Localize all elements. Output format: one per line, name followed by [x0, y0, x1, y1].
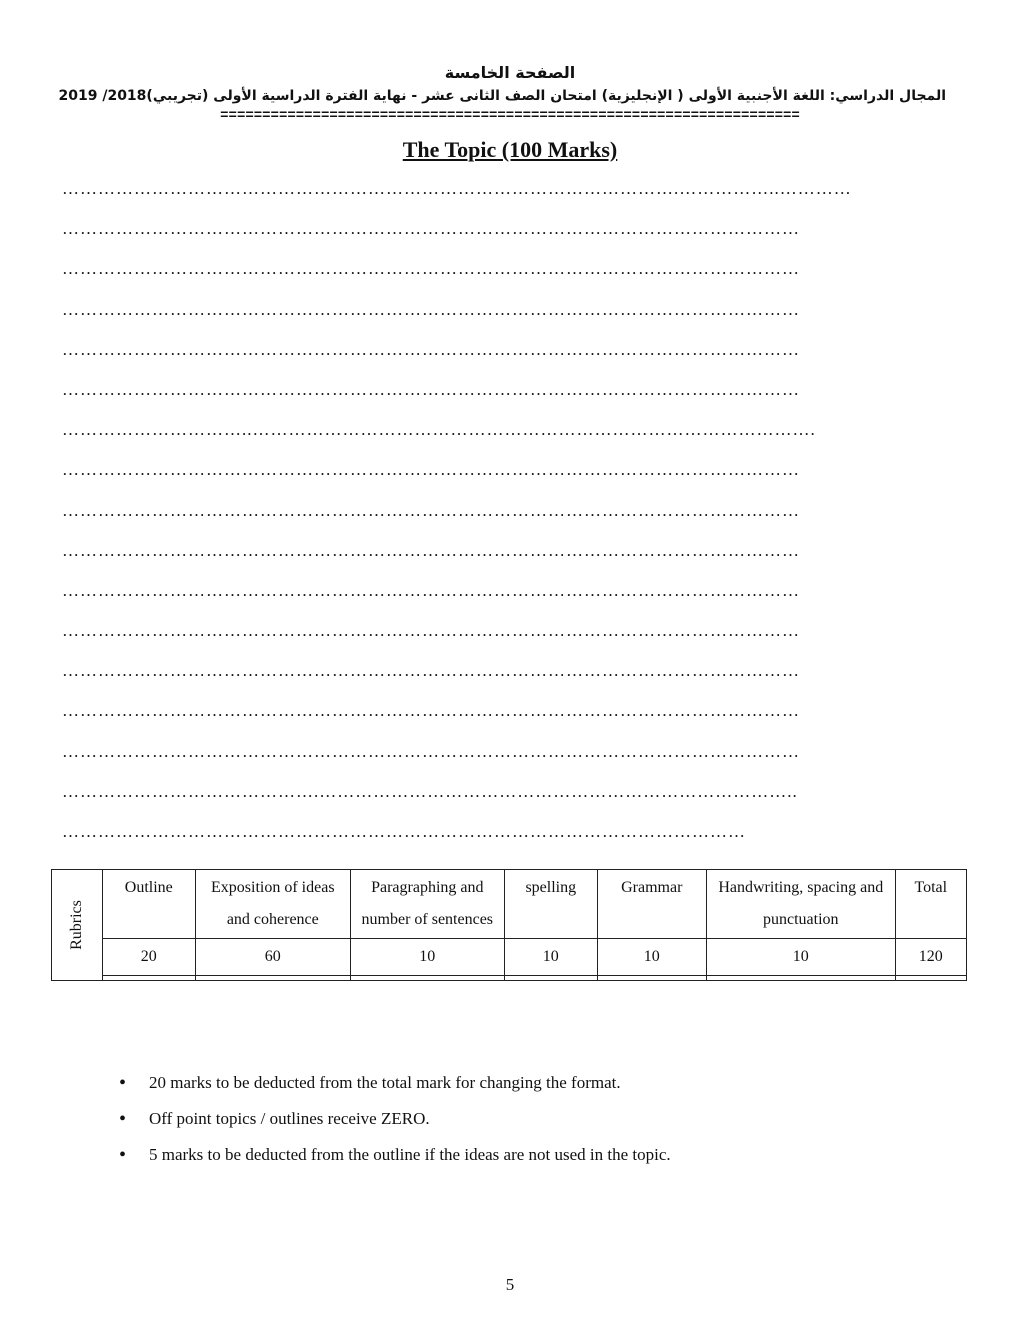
- marking-notes: [116, 1065, 671, 1173]
- writing-line[interactable]: …………………………………….……………………………………………………………………..: [62, 781, 798, 801]
- writing-line[interactable]: ……………………………………………………………………………………………………: [62, 822, 746, 841]
- rubric-header-grammar: Grammar: [597, 870, 706, 939]
- page-header: [60, 62, 960, 125]
- writing-line[interactable]: ……………………………………………………………………………………………………………: [62, 299, 800, 319]
- rubric-header-outline: Outline: [102, 870, 195, 939]
- page-number: 5: [505, 1275, 515, 1294]
- rubrics-label: Rubrics: [67, 900, 85, 950]
- exam-subtitle-arabic: المجال الدراسي: اللغة الأجنبية الأولى ( الإنجليزية) امتحان الصف الثانى عشر - نهاية الفترة الدراسية الأولى (تجريبي)2018/ 2019: [58, 88, 946, 104]
- rubric-header-exposition: Exposition of ideas and coherence: [195, 870, 350, 939]
- writing-line[interactable]: ………………………………………………………………………………………….……………..…………: [62, 179, 852, 198]
- rubric-header-spelling: spelling: [504, 870, 597, 939]
- rubrics-label-cell: [52, 870, 103, 981]
- writing-area[interactable]: [62, 179, 962, 862]
- writing-line[interactable]: …………………………..………………………………………………………………………………….: [62, 420, 816, 440]
- writing-line[interactable]: ……………………………………………………………………………………………………………: [62, 540, 800, 560]
- writing-line[interactable]: ……………………………………………………………………………………………………………: [62, 259, 800, 279]
- writing-line[interactable]: ……………………………………………………………………………………………………………: [62, 701, 800, 721]
- rubric-mark-exposition: 60: [195, 939, 350, 976]
- score-cell-paragraphing[interactable]: [350, 976, 504, 981]
- rubric-header-paragraphing: Paragraphing and number of sentences: [350, 870, 504, 939]
- writing-line[interactable]: ……………………………………………………………………………………………………………: [62, 460, 800, 480]
- note-item: • 5 marks to be deducted from the outline if the ideas are not used in the topic.: [116, 1137, 671, 1173]
- score-cell-handwriting[interactable]: [706, 976, 895, 981]
- writing-line[interactable]: ……………………………………………………………………………………………………………: [62, 661, 800, 681]
- writing-line[interactable]: ……………………………………………………………………………………………………………: [62, 379, 800, 399]
- rubric-mark-total: 120: [895, 939, 966, 976]
- writing-line[interactable]: ……………………………………………………………………………………………………………: [62, 339, 800, 359]
- score-cell-outline[interactable]: [102, 976, 195, 981]
- rubric-header-total: Total: [895, 870, 966, 939]
- writing-line[interactable]: ……………………………………………………………………………………………………………: [62, 500, 800, 520]
- rubric-header-handwriting: Handwriting, spacing and punctuation: [706, 870, 895, 939]
- note-item: • 20 marks to be deducted from the total mark for changing the format.: [116, 1065, 671, 1101]
- rubric-mark-paragraphing: 10: [350, 939, 504, 976]
- writing-line[interactable]: ……………………………………………………………………………………………………………: [62, 621, 800, 641]
- rubric-mark-grammar: 10: [597, 939, 706, 976]
- rubrics-header-row: [52, 870, 967, 939]
- note-item: • Off point topics / outlines receive ZERO.: [116, 1101, 671, 1137]
- rubrics-table: [51, 869, 967, 981]
- score-cell-exposition[interactable]: [195, 976, 350, 981]
- score-cell-spelling[interactable]: [504, 976, 597, 981]
- writing-line[interactable]: ……………………………………………………………………………………………………………: [62, 741, 800, 761]
- rubric-mark-spelling: 10: [504, 939, 597, 976]
- rubrics-score-row[interactable]: [52, 976, 967, 981]
- score-cell-total[interactable]: [895, 976, 966, 981]
- rubric-mark-outline: 20: [102, 939, 195, 976]
- topic-title: The Topic (100 Marks): [402, 137, 618, 162]
- score-cell-grammar[interactable]: [597, 976, 706, 981]
- writing-line[interactable]: ……………………………………………………………………………………………………………: [62, 219, 800, 239]
- separator-rule: =====================================================================: [220, 108, 800, 124]
- page-label-arabic: الصفحة الخامسة: [444, 63, 576, 82]
- rubrics-marks-row: [52, 939, 967, 976]
- writing-line[interactable]: ……………………………………………………………………………………………………………: [62, 580, 800, 600]
- rubric-mark-handwriting: 10: [706, 939, 895, 976]
